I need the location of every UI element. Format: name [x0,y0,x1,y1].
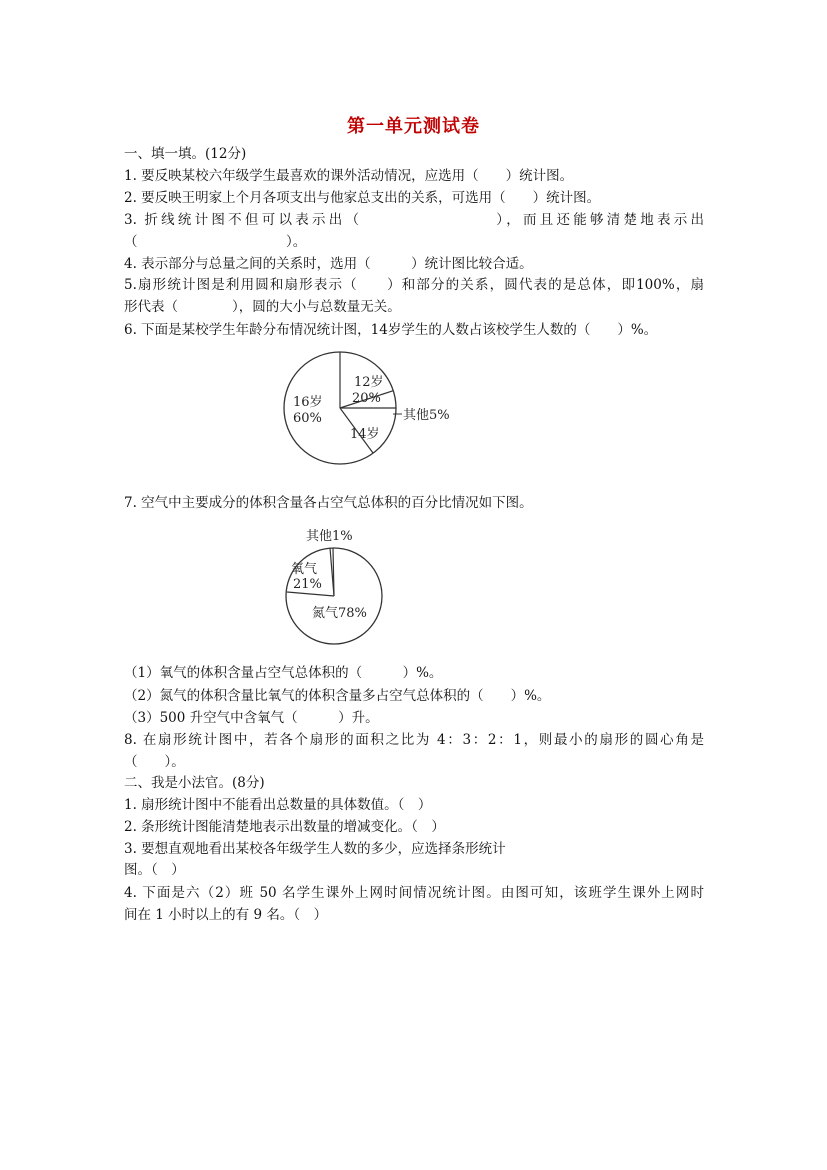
question-2-2: 2. 条形统计图能清楚地表示出数量的增减变化。（ ） [124,819,445,835]
question-2-3-line1: 3. 要想直观地看出某校各年级学生人数的多少，应选择条形统计 [124,841,506,857]
question-1-7: 7. 空气中主要成分的体积含量各占空气总体积的百分比情况如下图。 [124,495,533,511]
question-2-3-line2: 图。（ ） [124,862,185,878]
slice-label-oxygen: 氧气 [291,562,318,577]
slice-label-other-air: 其他1% [306,529,353,544]
question-1-5-line2: 形代表（ ），圆的大小与总数量无关。 [124,299,401,315]
question-1-7-1: （1）氧气的体积含量占空气总体积的（ ）%。 [124,665,443,681]
question-2-4-line2: 间在 1 小时以上的有 9 名。（ ） [124,907,328,923]
slice-value-oxygen: 21% [293,577,322,592]
slice-value-12: 20% [352,391,381,406]
question-1-3-line1: 3. 折线统计图不但可以表示出（ ），而且还能够清楚地表示出 [124,212,704,228]
section-heading-1: 一、填一填。(12分) [124,146,247,162]
question-1-8-line1: 8. 在扇形统计图中，若各个扇形的面积之比为 4：3：2：1，则最小的扇形的圆心角是 [124,732,704,748]
slice-label-other: 其他5% [403,408,450,423]
question-1-3-line2: （ ）。 [124,234,307,250]
page-title: 第一单元测试卷 [347,116,480,137]
slice-value-16: 60% [293,411,322,426]
section-heading-2: 二、我是小法官。(8分) [124,775,265,791]
slice-label-12: 12岁 [354,375,384,390]
question-1-7-2: （2）氮气的体积含量比氧气的体积含量多占空气总体积的（ ）%。 [124,688,551,704]
slice-label-14: 14岁 [350,427,380,442]
question-1-4: 4. 表示部分与总量之间的关系时，选用（ ）统计图比较合适。 [124,256,533,272]
question-1-2: 2. 要反映王明家上个月各项支出与他家总支出的关系，可选用（ ）统计图。 [124,190,601,206]
question-2-4-line1: 4. 下面是六（2）班 50 名学生课外上网时间情况统计图。由图可知，该班学生课外上网时 [124,885,704,901]
question-2-1: 1. 扇形统计图中不能看出总数量的具体数值。（ ） [124,797,432,813]
question-1-7-3: （3）500 升空气中含氧气（ ）升。 [124,710,379,726]
slice-label-nitrogen: 氮气78% [312,606,367,621]
slice-label-16: 16岁 [293,395,323,410]
question-1-5-line1: 5.扇形统计图是利用圆和扇形表示（ ）和部分的关系，圆代表的是总体，即100%，扇 [124,277,704,293]
age-pie-chart [280,350,470,472]
air-pie-chart [282,524,392,648]
question-1-6: 6. 下面是某校学生年龄分布情况统计图，14岁学生的人数占该校学生人数的（ ）%。 [124,322,658,338]
question-1-1: 1. 要反映某校六年级学生最喜欢的课外活动情况，应选用（ ）统计图。 [124,168,574,184]
question-1-8-line2: （ ）。 [124,754,185,770]
